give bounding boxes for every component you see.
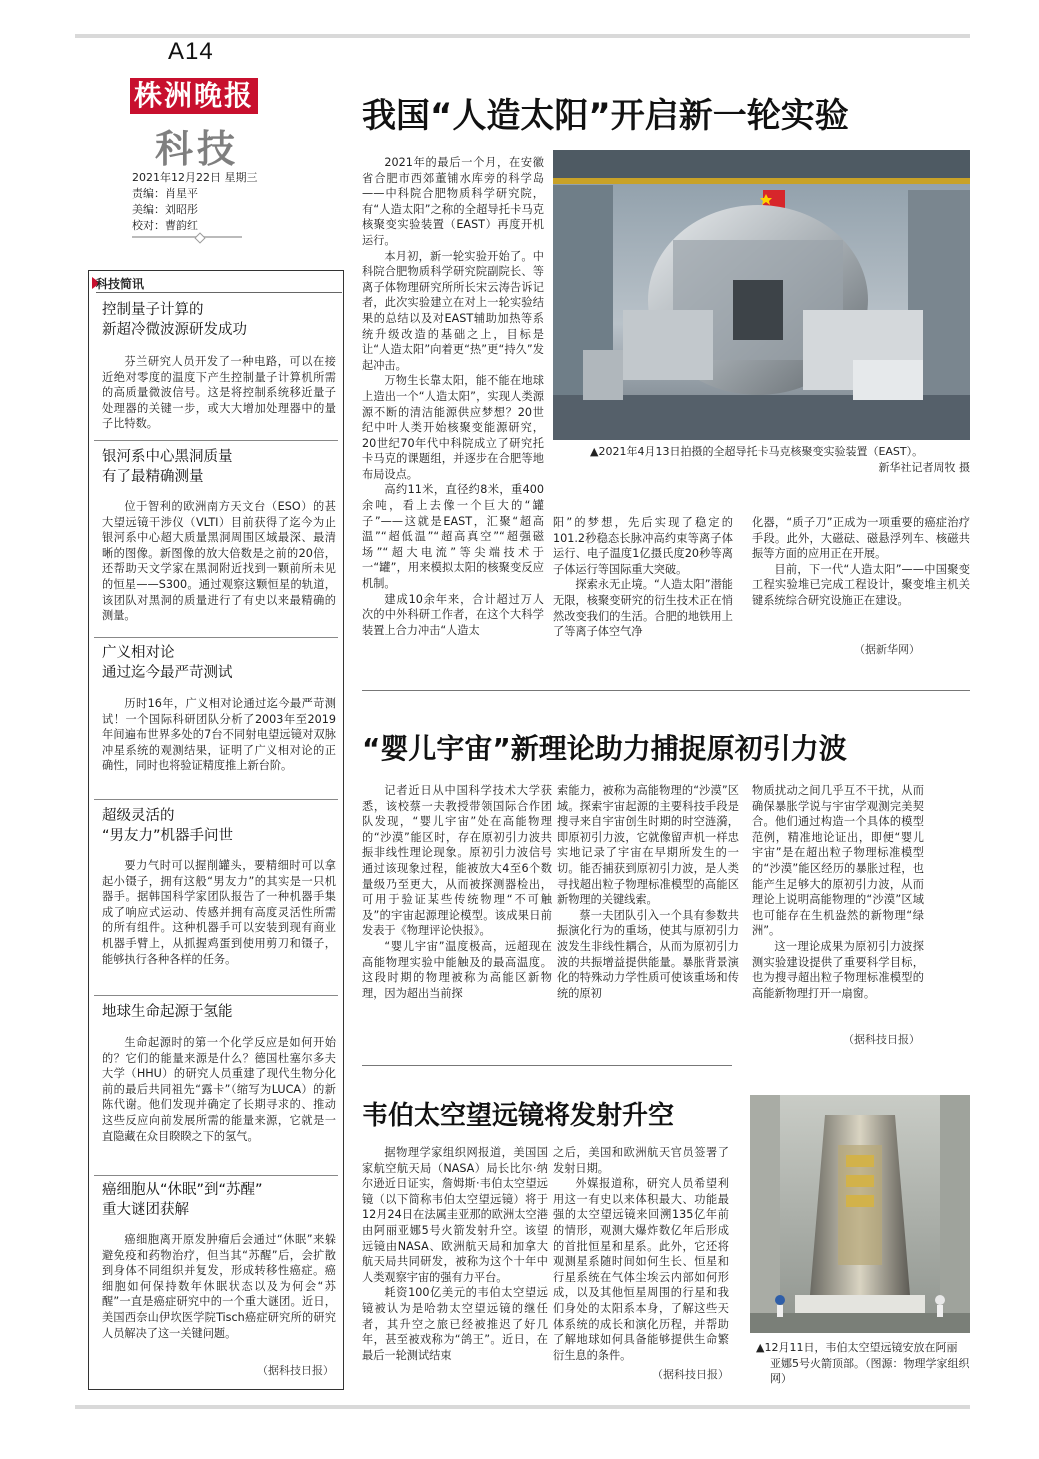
brief-headline: 银河系中心黑洞质量 有了最精确测量 bbox=[102, 449, 233, 485]
photo-illustration bbox=[553, 150, 970, 440]
bottom-rule bbox=[75, 1405, 970, 1409]
photo-illustration bbox=[750, 1095, 970, 1333]
article-source: （据科技日报） bbox=[652, 1368, 729, 1381]
article-column: 记者近日从中国科学技术大学获悉，该校蔡一夫教授带领国际合作团队发现，“婴儿宇宙”处在高能物理的“沙漠”能区时，存在原初引力波共振非线性理论现象。原初引力波信号通过该现象过程，能被放大4至6个数量级乃至更大，从而被探测器检出，可用于验证某些传统物理“不可触及”的宇宙起源理论模型。该成果日前发表于《物理评论快报》。 “婴儿宇宙”温度极高，远超现在高能物理实验中能触及的最高温度。这段时期的物理被称为高能区新物理，因为超出当前探 bbox=[362, 784, 552, 1000]
sidebar-tag-rule bbox=[96, 292, 342, 293]
brief-headline: 广义相对论 通过迄今最严苛测试 bbox=[102, 645, 233, 681]
webb-telescope-photo bbox=[750, 1095, 970, 1333]
photo-caption: 亚娜5号火箭顶部。（图源：物理学家组织网） bbox=[770, 1357, 970, 1385]
newspaper-masthead-logo: 株洲晚报 bbox=[130, 78, 258, 114]
brief-body: 要力气时可以握削罐头，要精细时可以拿起小镊子，拥有这般“男友力”的其实是一只机器手。据韩国科学家团队报告了一种机器手集成了响应式运动、传感并拥有高度灵活性所需的所有组件。这种机器手可以安装到现有商业机器手臂上，从抓握鸡蛋到使用剪刀和镊子，能够执行各种各样的任务。 bbox=[102, 859, 336, 966]
photo-caption: ▲12月11日，韦伯太空望远镜安放在阿丽 bbox=[756, 1341, 958, 1354]
brief-body: 历时16年，广义相对论通过迄今最严苛测试！一个国际科研团队分析了2003年至2019年间遍布世界多处的7台不同射电望远镜对双脉冲星系统的观测结果，证明了广义相对论的正确性，同时也将验证精度推上新台阶。 bbox=[102, 697, 336, 773]
article-column: 据物理学家组织网报道，美国国家航空航天局（NASA）局长比尔·纳尔逊近日证实，詹姆斯·韦伯太空望远镜（以下简称韦伯太空望远镜）将于12月24日在法属圭亚那的欧洲太空港由阿丽亚娜5号火箭发射升空。该望远镜由NASA、欧洲航天局和加拿大航天局共同研发，被称为这个十年中人类观察宇宙的强有力平台。 耗资100亿美元的韦伯太空望远镜被认为是哈勃太空望远镜的继任者，其升空之旅已经被推迟了好几年，甚至被戏称为“鸽王”。近日，在最后一轮测试结束 bbox=[362, 1146, 548, 1362]
issue-meta bbox=[132, 170, 258, 234]
page-number: A14 bbox=[168, 38, 214, 65]
photo-caption: ▲2021年4月13日拍摄的全超导托卡马克核聚变实验装置（EAST）。 bbox=[590, 445, 924, 458]
article-column: 化器，“质子刀”正成为一项重要的癌症治疗手段。此外，大磁砝、磁悬浮列车、核磁共振等方面的应用正在开展。 目前，下一代“人造太阳”——中国聚变工程实验堆已完成工程设计，聚变堆主机关键系统综合研究设施正在建设。 bbox=[752, 516, 970, 607]
section-title: 科技 bbox=[155, 126, 240, 171]
proofreader-credit: 校对：曹韵红 bbox=[132, 219, 198, 232]
article-source: （据科技日报） bbox=[843, 1033, 920, 1046]
brief-headline: 癌细胞从“休眠”到“苏醒” 重大谜团获解 bbox=[102, 1182, 263, 1218]
brief-divider bbox=[94, 440, 338, 441]
brief-body: 生命起源时的第一个化学反应是如何开始的？它们的能量来源是什么？德国杜塞尔多夫大学（HHU）的研究人员重建了现代生物分化前的最后共同祖先“露卡”（缩写为LUCA）的新陈代谢。他们发现并确定了长期寻求的、推动这些反应向前发展所需的能量来源，它就是一直隐藏在众目睽睽之下的氢气。 bbox=[102, 1036, 336, 1143]
photo-credit: 新华社记者周牧 摄 bbox=[878, 461, 970, 474]
sidebar-tag: 科技简讯 bbox=[96, 277, 145, 291]
article-column: 索能力，被称为高能物理的“沙漠”区域。探索宇宙起源的主要科技手段是搜寻来自宇宙创生时期的时空涟漪，即原初引力波，它就像留声机一样忠实地记录了宇宙在早期所发生的一切。能否捕获到原初引力波，是人类寻找超出粒子物理标准模型的高能区新物理的关键线索。 蔡一夫团队引入一个具有参数共振演化行为的重场，使其与原初引力波发生非线性耦合，从而为原初引力波的共振增益提供能量。暴胀背景演化的特殊动力学性质可使该重场和传统的原初 bbox=[557, 784, 739, 1000]
brief-divider bbox=[94, 637, 338, 638]
article-column: 之后，美国和欧洲航天官员签署了发射日期。 外媒报道称，研究人员希望利用这一有史以来体积最大、功能最强的太空望远镜来回溯135亿年前的情形，观测大爆炸数亿年后形成的首批恒星和星系。此外，它还将观测星系随时间如何生长、恒星和行星系统在气体尘埃云内部如何形成，以及其他恒星周围的行星和我们身处的太阳系本身，了解这些天体系统的成长和演化历程，并帮助了解地球如何具备能够提供生命繁衍生息的条件。 bbox=[553, 1146, 729, 1362]
brief-body: 位于智利的欧洲南方天文台（ESO）的甚大望远镜干涉仪（VLTI）目前获得了迄今为止银河系中心超大质量黑洞周围区域最深、最清晰的图像。新图像的放大倍数是之前的20倍，还帮助天文学家在黑洞附近找到一颗前所未见的恒星——S300。通过观察这颗恒星的轨道，该团队对黑洞的质量进行了有史以来最精确的测量。 bbox=[102, 500, 336, 623]
article-divider bbox=[362, 1065, 732, 1066]
brief-headline: 地球生命起源于氢能 bbox=[102, 1004, 233, 1020]
brief-divider bbox=[94, 799, 338, 800]
brief-headline: 控制量子计算的 新超冷微波源研发成功 bbox=[102, 302, 247, 338]
issue-date: 2021年12月22日 星期三 bbox=[132, 171, 258, 184]
brief-body: 芬兰研究人员开发了一种电路，可以在接近绝对零度的温度下产生控制量子计算机所需的高质量微波信号。这是将控制系统移近量子处理器的关键一步，或大大增加处理器中的量子比特数。 bbox=[102, 355, 336, 431]
article-column: 阳”的梦想，先后实现了稳定的101.2秒稳态长脉冲高约束等离子体运行、电子温度1亿摄氏度20秒等离子体运行等国际重大突破。 探索永无止境。“人造太阳”潜能无限，核聚变研究的衍生技术正在悄然改变我们的生活。合肥的地铁用上了等离子体空气净 bbox=[553, 516, 733, 639]
brief-divider bbox=[94, 1175, 338, 1176]
article-column: 2021年的最后一个月，在安徽省合肥市西郊董铺水库旁的科学岛——中科院合肥物质科学研究院，有“人造太阳”之称的全超导托卡马克核聚变实验装置（EAST）再度开机运行。 本月初，新一轮实验开始了。中科院合肥物质科学研究院副院长、等离子体物理研究所所长宋云涛告诉记者，此次实验建立在对上一轮实验结果的总结以及对EAST辅助加热等系统升级改造的基础之上，目标是让“人造太阳”向着更“热”更“持久”发起冲击。 万物生长靠太阳，能不能在地球上造出一个“人造太阳”，实现人类源源不断的清洁能源供应梦想？20世纪中叶人类开始核聚变能源研究，20世纪70年代中科院成立了研究托卡马克的课题组，并逐步在合肥等地布局设点。 高约11米，直径约8米，重400余吨，看上去像一个巨大的“罐子”——这就是EAST，汇聚“超高温”“超低温”“超高真空”“超强磁场”“超大电流”等尖端技术于一“罐”，用来模拟太阳的核聚变反应机制。 建成10余年来，合计超过万人次的中外科研工作者，在这个大科学装置上合力冲击“人造太 bbox=[362, 156, 544, 637]
brief-body: 癌细胞离开原发肿瘤后会通过“休眠”来躲避免疫和药物治疗，但当其“苏醒”后，会扩散到身体不同组织并复发，形成转移性癌症。癌细胞如何保持数年休眠状态以及为何会“苏醒”一直是癌症研究中的一个重大谜团。近日，美国西奈山伊坎医学院Tisch癌症研究所的研究人员解决了这一关键问题。 bbox=[102, 1233, 336, 1340]
article-headline: 韦伯太空望远镜将发射升空 bbox=[362, 1101, 675, 1131]
art-editor-credit: 美编：刘昭彤 bbox=[132, 203, 198, 216]
article-headline: “婴儿宇宙”新理论助力捕捉原初引力波 bbox=[362, 732, 847, 765]
article-column: 物质扰动之间几乎互不干扰，从而确保暴胀学说与宇宙学观测完美契合。他们通过构造一个具体的模型范例，精准地论证出，即便“婴儿宇宙”是在超出粒子物理标准模型的“沙漠”能区经历的暴胀过程，也能产生足够大的原初引力波，从而理论上说明高能物理的“沙漠”区域也可能存在生机盎然的新物理“绿洲”。 这一理论成果为原初引力波探测实验建设提供了重要科学目标，也为搜寻超出粒子物理标准模型的高能新物理打开一扇窗。 bbox=[752, 784, 924, 1000]
brief-source: （据科技日报） bbox=[257, 1364, 334, 1377]
meta-divider-ornament bbox=[194, 232, 205, 243]
brief-headline: 超级灵活的 “男友力”机器手问世 bbox=[102, 808, 234, 844]
article-divider bbox=[362, 690, 970, 691]
editor-credit: 责编：肖星平 bbox=[132, 187, 198, 200]
east-reactor-photo bbox=[553, 150, 970, 440]
article-source: （据新华网） bbox=[854, 643, 920, 656]
meta-divider bbox=[132, 236, 242, 238]
brief-divider bbox=[94, 995, 338, 996]
article-headline: 我国“人造太阳”开启新一轮实验 bbox=[362, 96, 849, 136]
